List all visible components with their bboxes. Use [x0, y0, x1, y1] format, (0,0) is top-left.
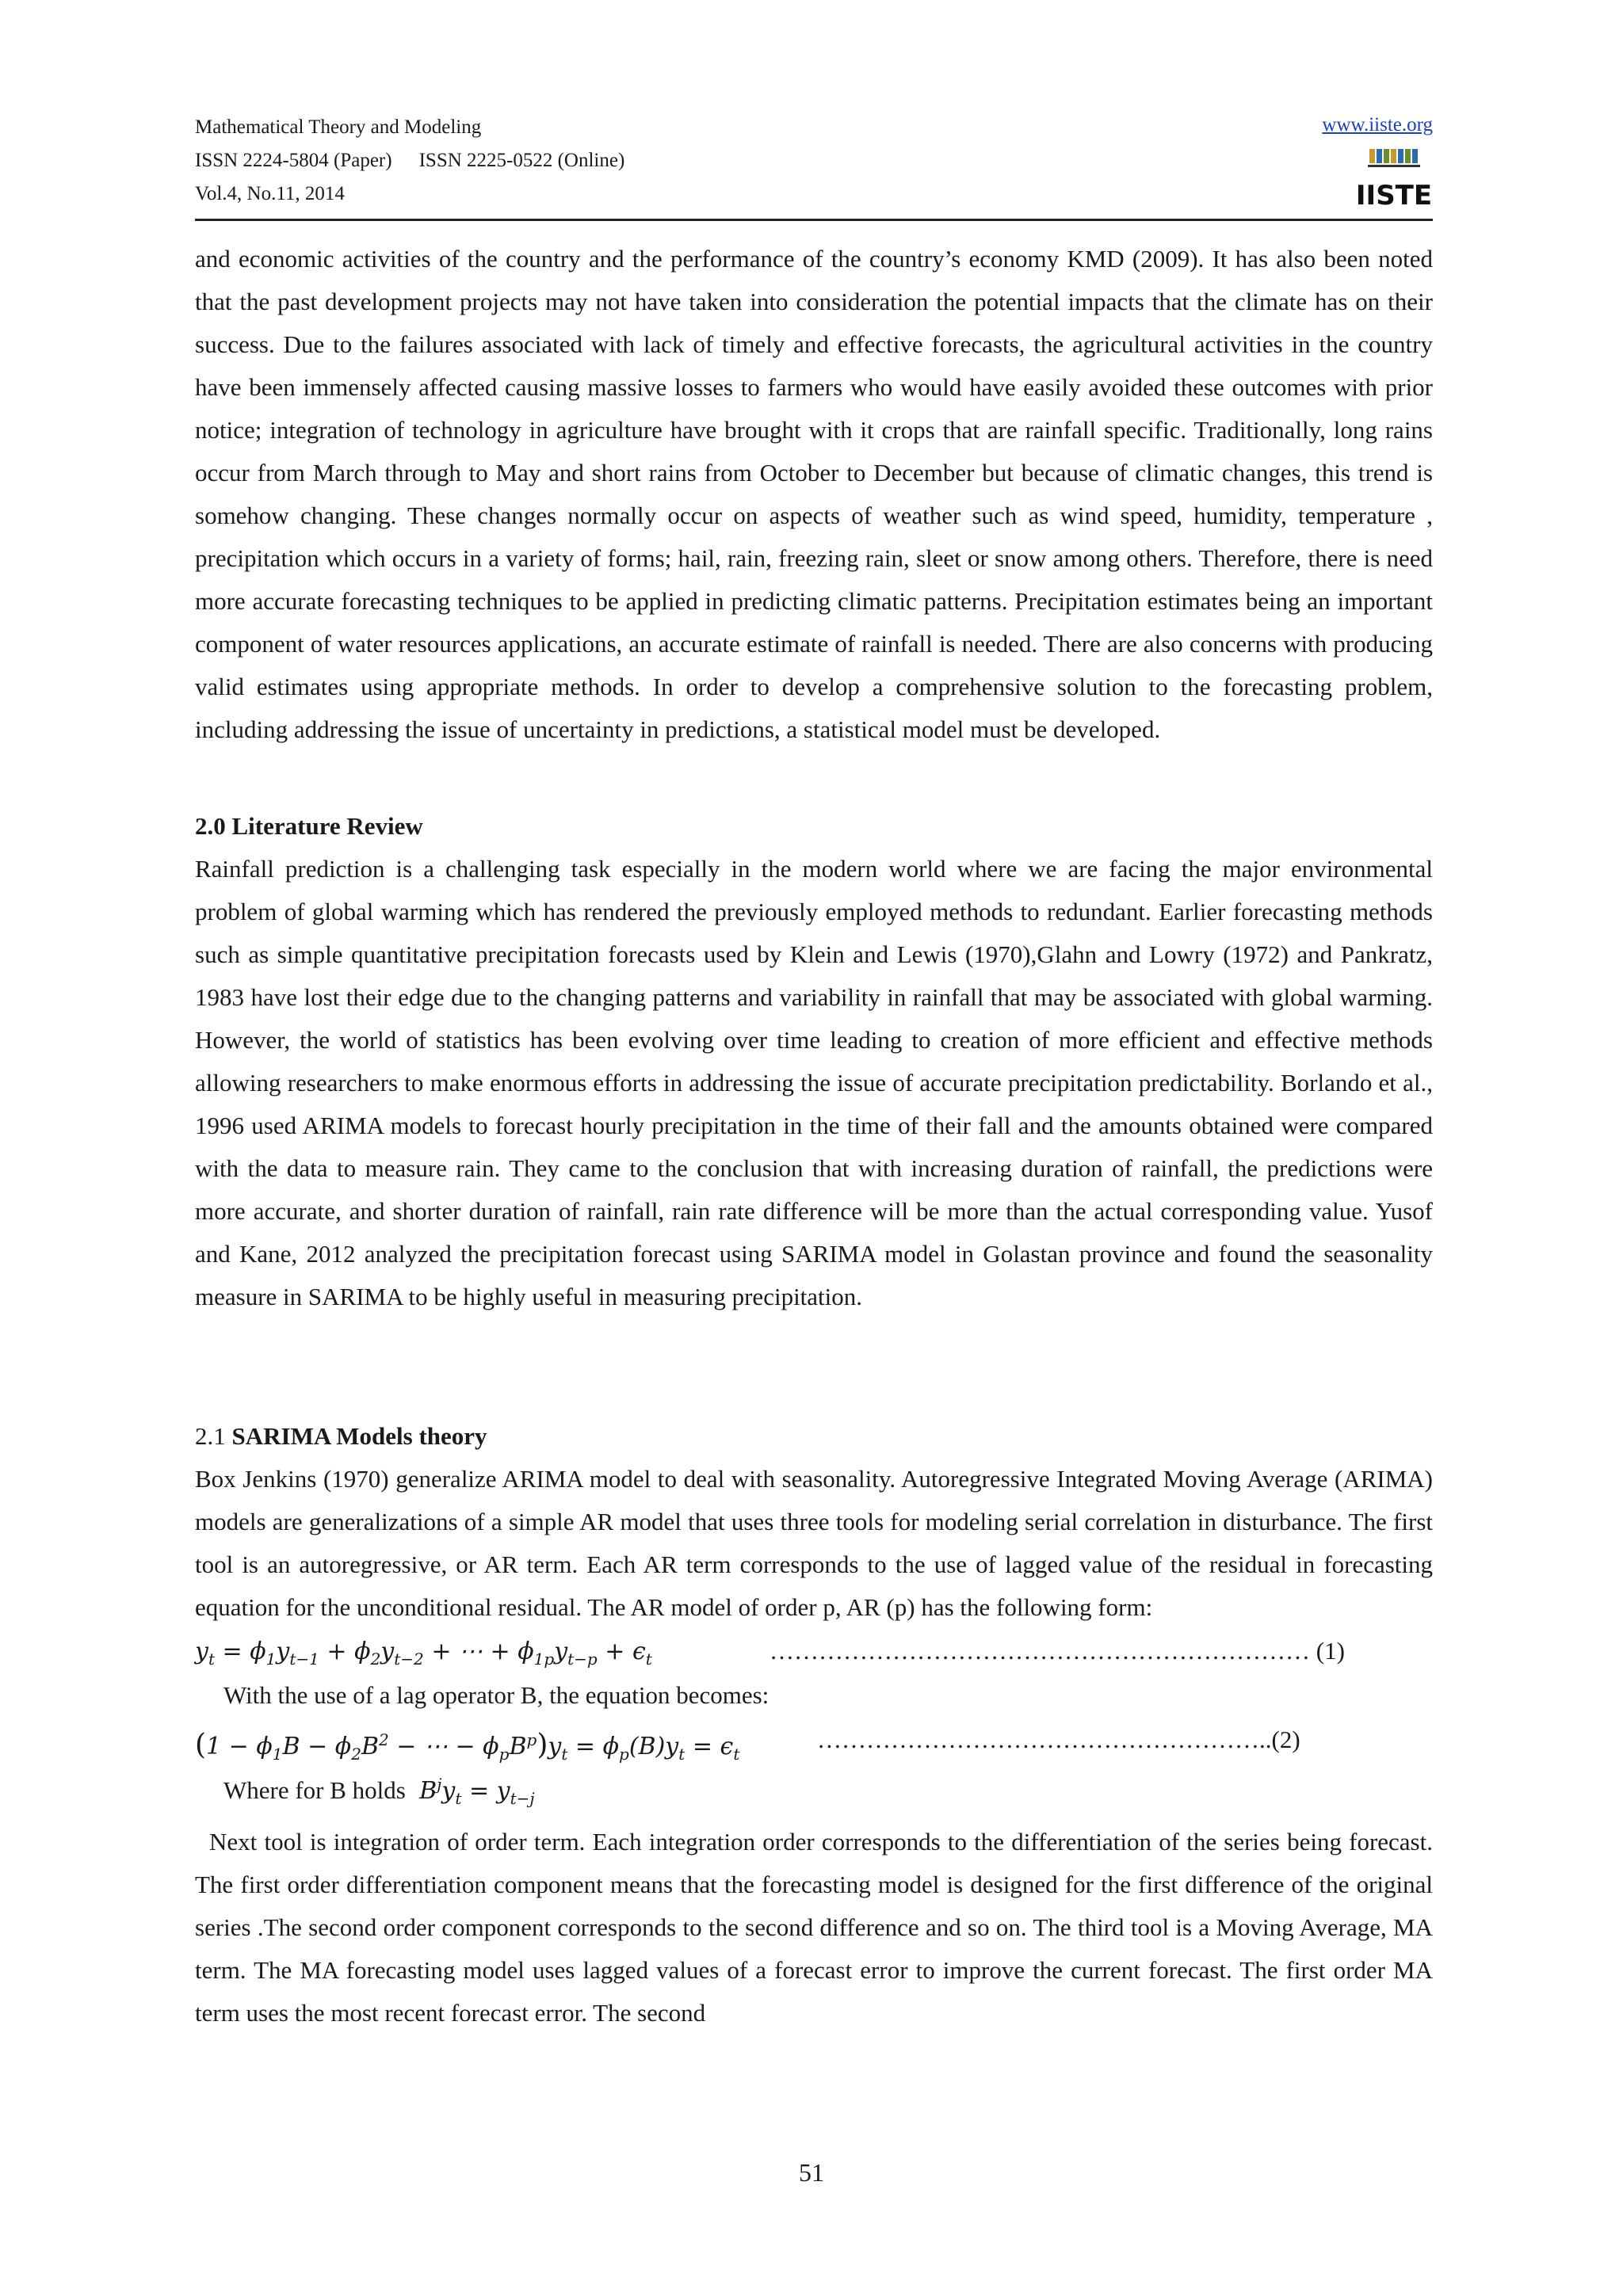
journal-title: Mathematical Theory and Modeling — [195, 116, 482, 138]
lag-operator-text: With the use of a lag operator B, the equation becomes: — [223, 1681, 769, 1709]
equation-1-number: ………………………………………………………… (1) — [769, 1637, 1345, 1665]
page-number: 51 — [799, 2158, 824, 2187]
intro-paragraph: and economic activities of the country and the performance of the country’s economy KMD (2009). It has also been noted that the past development projects may not have taken into consideration the potential impacts that the climate has on their success. Due to the failures associated with lack of timely and effective forecasts, the agricultural activities in the country have been immensely affected causing massive losses to farmers who would have easily avoided these outcomes with prior notice; integration of technology in agriculture have brought with it crops that are rainfall specific. Traditionally, long rains occur from March through to May and short rains from October to December but because of climatic changes, this trend is somehow changing. These changes normally occur on aspects of weather such as wind speed, humidity, temperature , precipitation which occurs in a variety of forms; hail, rain, freezing rain, sleet or snow among others. Therefore, there is need more accurate forecasting techniques to be applied in predicting climatic patterns. Precipitation estimates being an important component of water resources applications, an accurate estimate of rainfall is needed. There are also concerns with producing valid estimates using appropriate methods. In order to develop a comprehensive solution to the forecasting problem, including addressing the issue of uncertainty in predictions, a statistical model must be developed. — [195, 245, 1433, 743]
equation-2-formula: ($1 - \phi_1B - \phi_2B^2$ − ⋯ − $\phi_pB^p)y_t = \phi_p(B)y_t = \epsilon_t$ — [195, 1729, 740, 1764]
equation-1 — [195, 1629, 1433, 1673]
section-title: SARIMA Models theory — [231, 1422, 487, 1450]
equation-2 — [195, 1718, 1433, 1762]
article-body — [195, 238, 1433, 2035]
equation-1-formula: $y_t = \phi_1y_{t-1} + \phi_2y_{t-2}$ + ⋯ + $\phi_{1p}y_{t-p} + \epsilon_t$ — [195, 1638, 652, 1669]
lag-definition-formula: $B^jy_t = y_{t-j}$ — [411, 1775, 535, 1808]
volume-info: Vol.4, No.11, 2014 — [195, 183, 345, 204]
sarima-paragraph: Box Jenkins (1970) generalize ARIMA model to deal with seasonality. Autoregressive Integrated Moving Average (ARIMA) models are generalizations of a simple AR model that uses three tools for modeling serial correlation in disturbance. The first tool is an autoregressive, or AR term. Each AR term corresponds to the use of lagged value of the residual in forecasting equation for the unconditional residual. The AR model of order p, AR (p) has the following form: — [195, 1465, 1433, 1621]
section-number: 2.0 — [195, 812, 226, 840]
issn-line — [195, 147, 624, 174]
issn-paper: ISSN 2224-5804 (Paper) — [195, 150, 392, 171]
section-heading-literature — [195, 805, 1433, 848]
page-header — [195, 109, 1433, 221]
iiste-logo — [1355, 147, 1433, 212]
website-link[interactable]: www.iiste.org — [1322, 114, 1433, 135]
equation-2-number: ………………………………………………..(2) — [817, 1726, 1300, 1753]
issn-online: ISSN 2225-0522 (Online) — [418, 150, 625, 171]
section-heading-sarima — [195, 1415, 1433, 1458]
logo-text: IISTE — [1355, 180, 1433, 212]
integration-paragraph: Next tool is integration of order term. Each integration order corresponds to the differentiation of the series being forecast. The first order differentiation component means that the forecasting model is designed for the first difference of the original series .The second order component corresponds to the second difference and so on. The third tool is a Moving Average, MA term. The MA forecasting model uses lagged values of a forecast error to improve the current forecast. The first order MA term uses the most recent forecast error. The second — [195, 1828, 1433, 2027]
literature-paragraph: Rainfall prediction is a challenging task especially in the modern world where we are facing the major environmental problem of global warming which has rendered the previously employed methods to redundant. Earlier forecasting methods such as simple quantitative precipitation forecasts used by Klein and Lewis (1970),Glahn and Lowry (1972) and Pankratz, 1983 have lost their edge due to the changing patterns and variability in rainfall that may be associated with global warming. However, the world of statistics has been evolving over time leading to creation of more efficient and effective methods allowing researchers to make enormous efforts in addressing the issue of accurate precipitation predictability. Borlando et al., 1996 used ARIMA models to forecast hourly precipitation in the time of their fall and the amounts obtained were compared with the data to measure rain. They came to the conclusion that with increasing duration of rainfall, the predictions were more accurate, and shorter duration of rainfall, rain rate difference will be more than the actual corresponding value. Yusof and Kane, 2012 analyzed the precipitation forecast using SARIMA model in Golastan province and found the seasonality measure in SARIMA to be highly useful in measuring precipitation. — [195, 855, 1433, 1310]
section-number: 2.1 — [195, 1422, 226, 1450]
section-title: Literature Review — [231, 812, 423, 840]
lag-definition — [195, 1762, 1433, 1821]
lag-definition-text: Where for B holds — [223, 1776, 406, 1804]
